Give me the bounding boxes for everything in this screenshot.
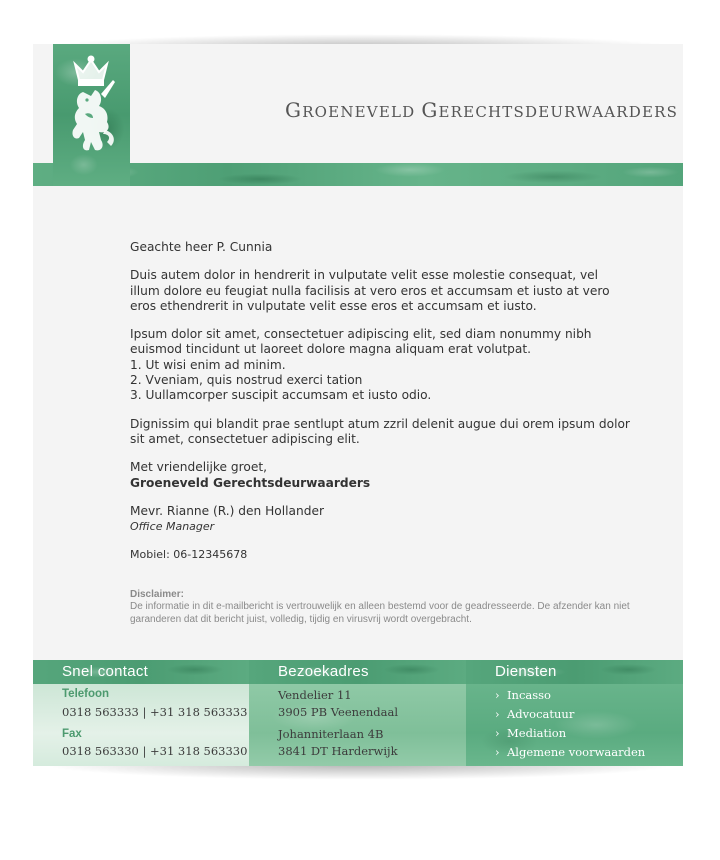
address-1-line-2: 3905 PB Veenendaal: [278, 705, 398, 719]
disclaimer: [130, 589, 630, 627]
disclaimer-title: Disclaimer:: [130, 588, 184, 600]
service-link-advocatuur[interactable]: [495, 707, 574, 721]
footer-services: [466, 660, 683, 766]
footer-contact-body: [33, 684, 249, 766]
paragraph-2-intro: Ipsum dolor sit amet, consectetuer adipiscing elit, sed diam nonummy nibh euismod tincidunt ut laoreet dolore magna aliquam erat volutpat.: [130, 327, 592, 357]
footer-services-heading: Diensten: [495, 663, 557, 680]
chevron-right-icon: ›: [495, 745, 500, 759]
footer-contact-heading: Snel contact: [62, 663, 149, 680]
mobile-number: Mobiel: 06-12345678: [130, 548, 248, 562]
chevron-right-icon: ›: [495, 726, 500, 740]
logo-block: [53, 44, 130, 186]
company-name: [285, 98, 678, 122]
paragraph-2: [130, 327, 630, 403]
footer-visit-header: [249, 660, 466, 684]
chevron-right-icon: ›: [495, 707, 500, 721]
company-name-part: ROENEVELD: [302, 103, 416, 121]
disclaimer-text: De informatie in dit e-mailbericht is vertrouwelijk en alleen bestemd voor de geadresseerde. De afzender kan niet garanderen dat dit bericht juist, volledig, tijdig en virusvrij wordt overgebracht.: [130, 601, 630, 625]
signer-title: Office Manager: [130, 520, 215, 534]
address-2-line-2: 3841 DT Harderwijk: [278, 744, 398, 758]
footer-visit-heading: Bezoekadres: [278, 663, 369, 680]
service-label: Incasso: [507, 688, 551, 702]
phone-label: Telefoon: [62, 688, 110, 700]
closing-block: [130, 460, 630, 491]
fax-value: 0318 563330 | +31 318 563330: [62, 744, 248, 758]
paragraph-1: Duis autem dolor in hendrerit in vulputate velit esse molestie consequat, vel illum dolore eu feugiat nulla facilisis at vero eros et accumsam et iusto at vero eros ethendrerit in vulputate velit esse eros et accumsam et iusto.: [130, 268, 610, 313]
list-item: 1. Ut wisi enim ad minim.: [130, 357, 286, 372]
bottom-shadow: [40, 764, 680, 780]
service-label: Mediation: [507, 726, 567, 740]
header-green-strip: [33, 163, 683, 186]
company-name-initial: G: [421, 98, 439, 122]
address-2-line-1: Johanniterlaan 4B: [278, 727, 384, 741]
salutation: Geachte heer P. Cunnia: [130, 240, 273, 254]
company-name-initial: G: [285, 98, 303, 122]
phone-value[interactable]: 0318 563333 | +31 318 563333: [62, 705, 248, 719]
service-link-incasso[interactable]: [495, 688, 551, 702]
service-link-mediation[interactable]: [495, 726, 566, 740]
footer-contact: [33, 660, 249, 766]
footer-visit-body: [249, 684, 466, 766]
footer-services-body: [466, 684, 683, 766]
service-label: Advocatuur: [507, 707, 575, 721]
list-item: 3. Uullamcorper suscipit accumsam et iusto odio.: [130, 388, 432, 403]
address-1-line-1: Vendelier 11: [278, 688, 352, 702]
letter-body: [130, 240, 630, 626]
email-template: [33, 44, 683, 766]
closing: Met vriendelijke groet,: [130, 460, 267, 475]
list-item: 2. Vveniam, quis nostrud exerci tation: [130, 373, 363, 388]
closing-company: Groeneveld Gerechtsdeurwaarders: [130, 475, 371, 490]
company-name-part: ERECHTSDEURWAARDERS: [438, 103, 679, 121]
footer-contact-header: [33, 660, 249, 684]
crowned-lion-crest-icon: [61, 54, 122, 162]
footer-visit: [249, 660, 466, 766]
footer: [33, 660, 683, 766]
chevron-right-icon: ›: [495, 688, 500, 702]
footer-services-header: [466, 660, 683, 684]
signature: [130, 504, 630, 535]
fax-label: Fax: [62, 728, 82, 740]
signer-name: Mevr. Rianne (R.) den Hollander: [130, 503, 324, 518]
paragraph-3: Dignissim qui blandit prae sentlupt atum zzril delenit augue dui orem ipsum dolor sit amet, consectetuer adipiscing elit.: [130, 416, 630, 446]
header: [33, 44, 683, 186]
service-label: Algemene voorwaarden: [507, 745, 646, 759]
service-link-algemene-voorwaarden[interactable]: [495, 745, 645, 759]
